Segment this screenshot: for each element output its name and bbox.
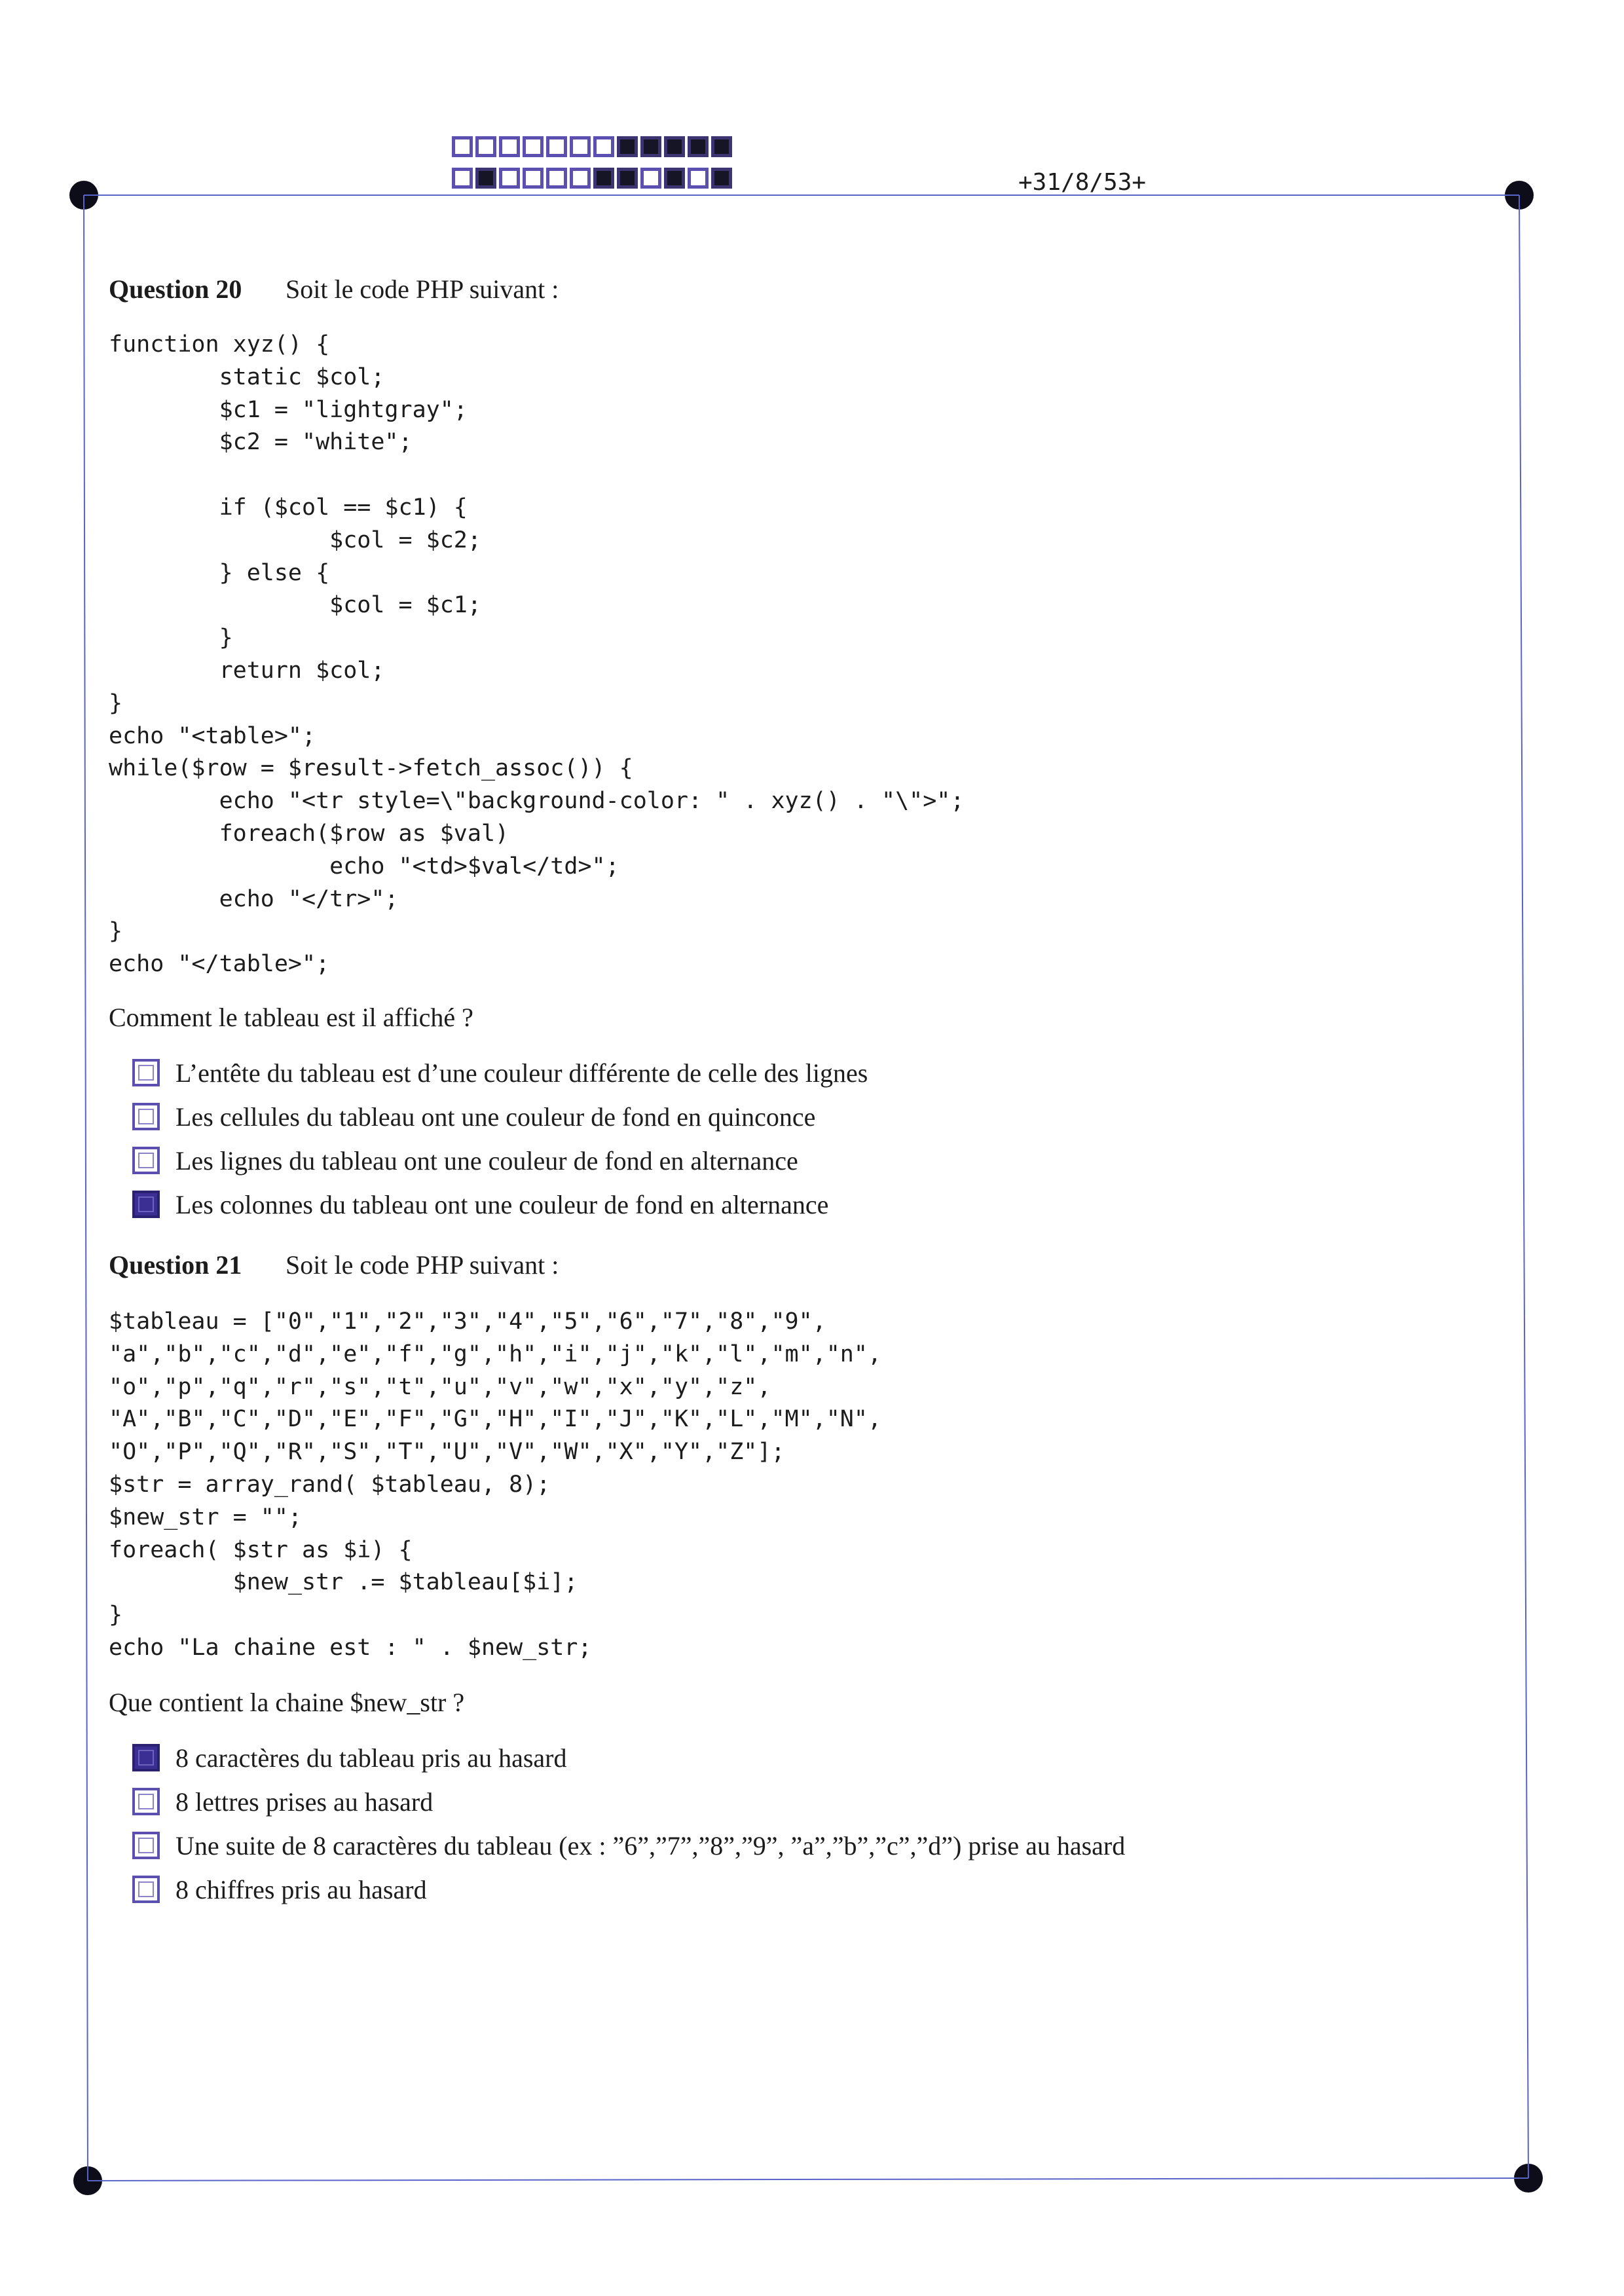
answer-text: Les colonnes du tableau ont une couleur de fond en alternance [175, 1189, 829, 1219]
checkbox[interactable] [132, 1059, 160, 1086]
question-intro: Soit le code PHP suivant : [286, 274, 559, 304]
question-label: Question 21 [109, 1250, 242, 1280]
page-code-strip-top [452, 136, 732, 157]
question-20-code: function xyz() { static $col; $c1 = "lightgray"; $c2 = "white"; if ($col == $c1) { $col = $c2; } else { $col = $c1; } return $col; } echo "<table>"; while($row = $result->fetch_assoc()) { echo "<tr style=\"background-color: " . xyz() . "\">"; foreach($row as $val) echo "<td>$val</td>"; echo "</tr>"; } echo "</table>"; [109, 331, 965, 978]
code-cell-empty [452, 168, 473, 189]
code-cell-empty [546, 168, 567, 189]
code-cell-empty [475, 136, 496, 157]
code-cell-filled [711, 168, 732, 189]
code-cell-filled [640, 136, 661, 157]
answer-text: 8 chiffres pris au hasard [175, 1874, 427, 1904]
checkbox[interactable] [132, 1788, 160, 1815]
code-cell-empty [452, 136, 473, 157]
code-cell-empty [570, 136, 591, 157]
answer-text: Les lignes du tableau ont une couleur de fond en alternance [175, 1145, 798, 1176]
checkbox[interactable] [132, 1832, 160, 1859]
answer-text: 8 lettres prises au hasard [175, 1787, 434, 1817]
checkbox[interactable] [132, 1876, 160, 1903]
answer-text: Une suite de 8 caractères du tableau (ex : ”6”,”7”,”8”,”9”, ”a”,”b”,”c”,”d”) prise au hasard [175, 1830, 1126, 1861]
q20-answer-4[interactable] [132, 1186, 828, 1223]
code-cell-filled [664, 136, 685, 157]
checkbox[interactable] [132, 1147, 160, 1174]
code-cell-filled [475, 168, 496, 189]
q21-answer-1[interactable] [132, 1739, 566, 1776]
q20-answer-2[interactable] [132, 1098, 815, 1135]
question-intro: Soit le code PHP suivant : [286, 1250, 559, 1280]
answer-text: Les cellules du tableau ont une couleur de fond en quinconce [175, 1102, 816, 1132]
answer-text: L’entête du tableau est d’une couleur différente de celle des lignes [175, 1058, 868, 1088]
code-cell-empty [523, 136, 544, 157]
code-cell-empty [593, 136, 614, 157]
question-21-header [109, 1250, 559, 1280]
code-cell-filled [617, 136, 638, 157]
q20-answer-1[interactable] [132, 1054, 868, 1091]
answer-text: 8 caractères du tableau pris au hasard [175, 1743, 567, 1773]
code-cell-empty [546, 136, 567, 157]
checkbox-checked[interactable] [132, 1744, 160, 1771]
code-cell-empty [640, 168, 661, 189]
code-cell-empty [523, 168, 544, 189]
question-21-prompt: Que contient la chaine $new_str ? [109, 1688, 465, 1717]
code-cell-empty [688, 168, 709, 189]
question-20-prompt: Comment le tableau est il affiché ? [109, 1003, 473, 1032]
code-cell-filled [711, 136, 732, 157]
question-21-code: $tableau = ["0","1","2","3","4","5","6","7","8","9", "a","b","c","d","e","f","g","h","i","j","k","l","m","n", "o","p","q","r","s","t","u","v","w","x","y","z", "A","B","C","D","E","F","G","H","I","J","K","L","M","N", "O","P","Q","R","S","T","U","V","W","X","Y","Z"]; $str = array_rand( $tableau, 8); $new_str = ""; foreach( $str as $i) { $new_str .= $tableau[$i]; } echo "La chaine est : " . $new_str; [109, 1308, 882, 1661]
page-code-strip-bottom [452, 168, 732, 189]
checkbox[interactable] [132, 1103, 160, 1130]
page-identifier: +31/8/53+ [1018, 169, 1147, 196]
q21-answer-2[interactable] [132, 1783, 433, 1820]
code-cell-filled [617, 168, 638, 189]
code-cell-filled [593, 168, 614, 189]
code-cell-empty [570, 168, 591, 189]
code-cell-filled [664, 168, 685, 189]
checkbox-checked[interactable] [132, 1191, 160, 1218]
question-20-header [109, 274, 559, 305]
q21-answer-4[interactable] [132, 1871, 427, 1908]
question-label: Question 20 [109, 274, 242, 304]
code-cell-empty [499, 168, 520, 189]
q20-answer-3[interactable] [132, 1142, 798, 1179]
code-cell-empty [499, 136, 520, 157]
q21-answer-3[interactable] [132, 1827, 1125, 1864]
code-cell-filled [688, 136, 709, 157]
